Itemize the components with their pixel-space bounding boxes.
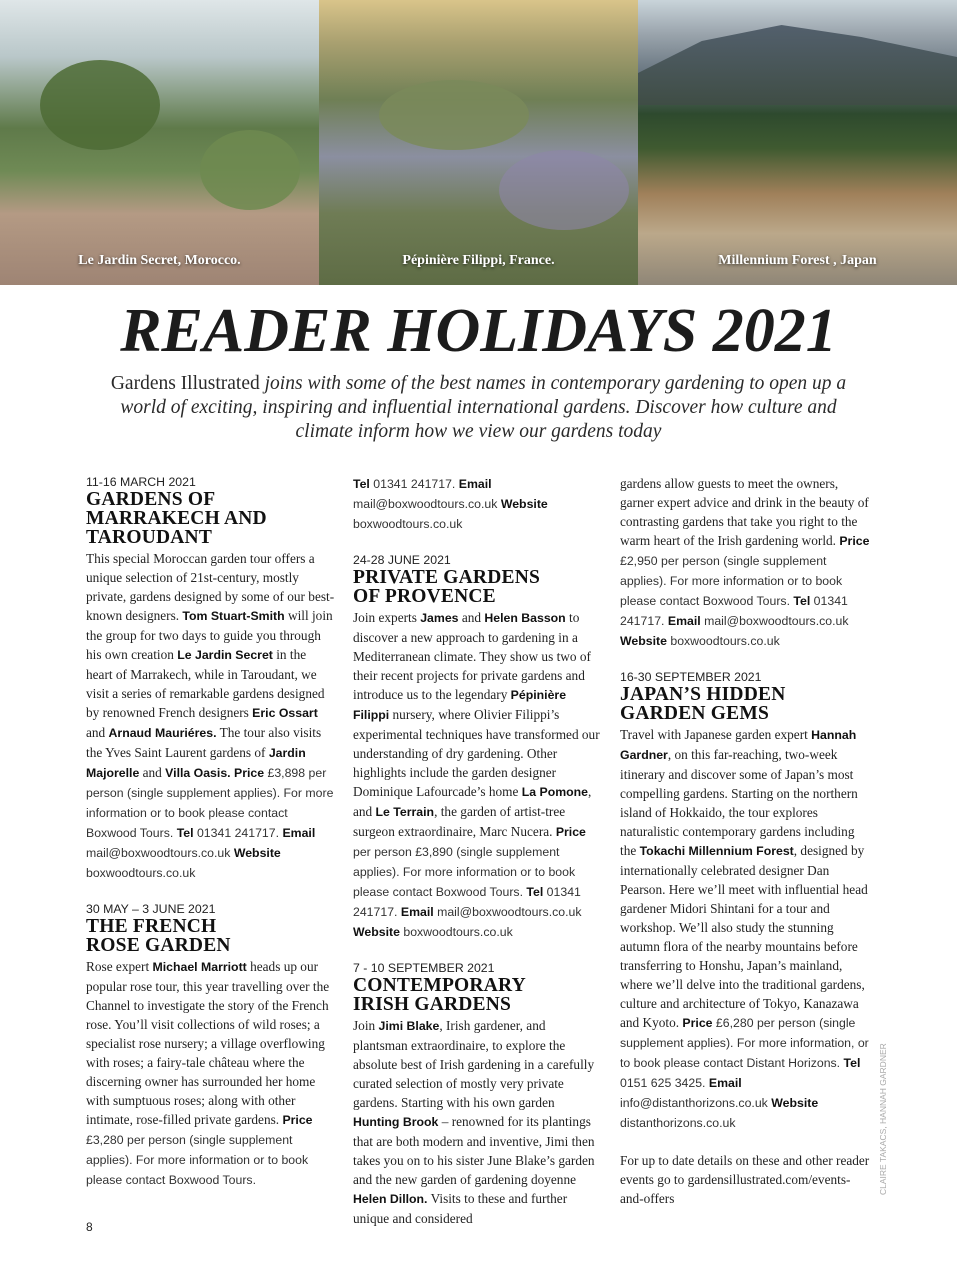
tour-description	[620, 1151, 870, 1208]
intro-text: joins with some of the best names in contemporary gardening to open up a world of exciting, inspiring and influential international gardens. Discover how culture and climate inform how we view our gardens today	[120, 373, 847, 442]
tour-description	[353, 1016, 603, 1228]
highlight-text: Tel	[353, 477, 370, 491]
photo-credit: CLAIRE TAKACS, HANNAH GARDNER	[878, 1043, 888, 1195]
body-text: £3,898 per person (single supplement applies). For more information or to book please contact Boxwood Tours.	[86, 766, 334, 840]
highlight-text: Email	[400, 905, 434, 919]
body-text: Join	[353, 1018, 379, 1033]
tour-description	[353, 608, 603, 942]
body-text: , the garden of artist-tree surgeon extraordinaire, Marc Nucera.	[353, 804, 566, 839]
tour-date: 16-30 SEPTEMBER 2021	[620, 670, 762, 684]
body-text: Rose expert	[86, 959, 153, 974]
tour-description	[620, 725, 870, 1133]
intro	[100, 372, 857, 444]
highlight-text: Tel	[843, 1056, 861, 1070]
photo-caption: Millennium Forest , Japan	[718, 253, 877, 268]
highlight-text: Hannah Gardner	[620, 728, 857, 762]
body-text: mail@boxwoodtours.co.uk	[433, 905, 582, 919]
tour-description	[86, 957, 336, 1190]
highlight-text: Email	[282, 826, 316, 840]
highlight-text: Price	[555, 825, 586, 839]
body-text: will join the group for two days to guide you through his own creation	[86, 608, 333, 662]
highlight-text: Jimi Blake	[378, 1019, 440, 1033]
tour-title: THE FRENCH ROSE GARDEN	[86, 916, 231, 956]
tour-description	[86, 549, 336, 883]
body-text: boxwoodtours.co.uk	[353, 517, 463, 531]
highlight-text: Arnaud Mauriéres.	[108, 726, 217, 740]
body-text: and	[86, 725, 109, 740]
highlight-text: Tom Stuart-Smith	[182, 609, 285, 623]
page-number: 8	[86, 1220, 93, 1234]
highlight-text: Michael Marriott	[152, 960, 247, 974]
highlight-text: La Pomone	[521, 785, 589, 799]
highlight-text: Website	[353, 925, 400, 939]
body-text: , on this far-reaching, two-week itinerary and discover some of Japan’s most compelling gardens. Starting on the northern island of Hokkaido, the tour explores naturalistic contemporary gardens including the	[620, 747, 858, 858]
body-text: – renowned for its plantings that are both modern and inventive, Jimi then takes you on to his sister June Blake’s garden and the new garden of gardening doyenne	[353, 1114, 595, 1187]
listing-continuation	[353, 474, 603, 534]
column-2	[353, 474, 603, 1246]
highlight-text: Tel	[176, 826, 194, 840]
tour-date: 30 MAY – 3 JUNE 2021	[86, 902, 216, 916]
body-text: nursery, where Olivier Filippi’s experimental techniques have transformed our understanding of dry gardening. Other highlights include the garden designer Dominique Lafourcade’s home	[353, 707, 600, 799]
body-text: , Irish gardener, and plantsman extraordinaire, to explore the absolute best of Irish gardening in a carefully curated selection of mostly very private gardens. Starting with his own garden	[353, 1018, 595, 1110]
body-text: and	[139, 765, 166, 780]
highlight-text: Tokachi Millennium Forest	[639, 844, 794, 858]
tour-date: 11-16 MARCH 2021	[86, 475, 196, 489]
body-text: Visits to these and further unique and considered	[353, 1191, 568, 1226]
listing-continuation	[620, 1151, 870, 1208]
photo-le-jardin-secret	[0, 0, 319, 285]
highlight-text: Helen Basson	[484, 611, 566, 625]
body-text: boxwoodtours.co.uk	[399, 925, 513, 939]
highlight-text: Website	[620, 634, 667, 648]
highlight-text: Website	[233, 846, 281, 860]
tour-description	[620, 474, 870, 651]
tour-listing	[86, 901, 336, 1190]
body-text: heads up our popular rose tour, this year travelling over the Channel to investigate the story of the French rose. You’ll visit collections of wild roses; a specialist rose nursery; a village overflowing with roses; a fairy-tale château where the discerning owner has surrounded her home with sumptuous roses; along with other intimate, rose-filled private gardens.	[86, 959, 330, 1127]
photo-caption: Pépinière Filippi, France.	[402, 253, 555, 268]
highlight-text: Price	[682, 1016, 713, 1030]
highlight-text: Website	[771, 1096, 819, 1110]
body-text: 01341 241717.	[369, 477, 459, 491]
highlight-text: James	[420, 611, 459, 625]
body-text: This special Moroccan garden tour offers a unique selection of 21st-century, mostly private, gardens designed by some of our best-known designers.	[86, 551, 335, 623]
highlight-text: Email	[708, 1076, 742, 1090]
body-text: 01341 241717.	[353, 885, 581, 919]
highlight-text: Jardin Majorelle	[86, 746, 306, 780]
body-text: and	[458, 610, 485, 625]
photo-caption: Le Jardin Secret, Morocco.	[78, 253, 241, 268]
body-text: £6,280 per person (single supplement applies). For more information, or to book please contact Distant Horizons.	[620, 1016, 869, 1070]
body-text: , designed by internationally celebrated designer Dan Pearson. Here we’ll meet with influential head gardener Midori Shintani for a tour and workshop. We’ll also study the stunning autumn flora of the nearby mountains before transferring to Honshu, Japan’s mainland, where we’ll delve into the traditional gardens, culture and architecture of Tokyo, Kanazawa and Kyoto.	[620, 843, 868, 1030]
highlight-text: Villa Oasis. Price	[165, 766, 265, 780]
photo-strip	[0, 0, 957, 285]
highlight-text: Price	[282, 1113, 313, 1127]
highlight-text: Tel	[793, 594, 811, 608]
body-text: gardens allow guests to meet the owners, garner expert advice and drink in the beauty of contrasting gardens that take you right to the warm heart of the Irish gardening world.	[620, 476, 869, 548]
tour-title: CONTEMPORARY IRISH GARDENS	[353, 975, 526, 1015]
tour-description	[353, 474, 603, 534]
tour-listing	[620, 669, 870, 1133]
highlight-text: Tel	[526, 885, 544, 899]
highlight-text: Hunting Brook	[353, 1115, 439, 1129]
body-text: mail@boxwoodtours.co.uk	[86, 846, 234, 860]
photo-millennium-forest	[638, 0, 957, 285]
body-text: , and	[353, 784, 592, 819]
highlight-text: Email	[667, 614, 701, 628]
tour-listing	[353, 960, 603, 1228]
body-text: distanthorizons.co.uk	[620, 1116, 736, 1130]
body-text: Join experts	[353, 610, 421, 625]
body-text: mail@boxwoodtours.co.uk	[353, 497, 501, 511]
body-text: per person £3,890 (single supplement applies). For more information or to book please contact Boxwood Tours.	[353, 845, 576, 899]
body-text: 01341 241717.	[620, 594, 848, 628]
highlight-text: Helen Dillon.	[353, 1192, 428, 1206]
body-text: 01341 241717.	[193, 826, 283, 840]
brand-name: Gardens Illustrated	[110, 373, 260, 394]
highlight-text: Eric Ossart	[252, 706, 318, 720]
tour-title: PRIVATE GARDENS OF PROVENCE	[353, 567, 541, 607]
body-text: boxwoodtours.co.uk	[666, 634, 780, 648]
highlight-text: Le Jardin Secret	[177, 648, 273, 662]
highlight-text: Price	[839, 534, 870, 548]
body-text: info@distanthorizons.co.uk	[620, 1096, 772, 1110]
body-text: in the heart of Marrakech, while in Taroudant, we visit a series of remarkable gardens designed by renowned French designers	[86, 647, 325, 720]
tour-title: GARDENS OF MARRAKECH AND TAROUDANT	[86, 489, 267, 548]
body-text: For up to date details on these and other reader events go to gardensillustrated.com/events-and-offers	[620, 1153, 870, 1206]
body-text: 0151 625 3425.	[620, 1076, 709, 1090]
body-text: boxwoodtours.co.uk	[86, 866, 196, 880]
body-text: The tour also visits the Yves Saint Laurent gardens of	[86, 725, 322, 760]
tour-date: 7 - 10 SEPTEMBER 2021	[353, 961, 495, 975]
column-3	[620, 474, 870, 1226]
body-text: mail@boxwoodtours.co.uk	[700, 614, 849, 628]
column-1	[86, 474, 336, 1208]
highlight-text: Pépinière Filippi	[353, 688, 567, 722]
tour-date: 24-28 JUNE 2021	[353, 553, 451, 567]
body-text: Travel with Japanese garden expert	[620, 727, 812, 742]
body-text: to discover a new approach to gardening in a Mediterranean climate. They show us two of their recent projects for private gardens and introduce us to the legendary	[353, 610, 591, 702]
listing-continuation	[620, 474, 870, 651]
highlight-text: Website	[500, 497, 548, 511]
body-text: £2,950 per person (single supplement applies). For more information or to book please contact Boxwood Tours.	[620, 554, 843, 608]
highlight-text: Email	[458, 477, 492, 491]
body-text: £3,280 per person (single supplement applies). For more information or to book please contact Boxwood Tours.	[86, 1133, 309, 1187]
tour-title: JAPAN’S HIDDEN GARDEN GEMS	[620, 684, 786, 724]
photo-pepiniere-filippi	[319, 0, 638, 285]
highlight-text: Le Terrain	[375, 805, 435, 819]
page-title: READER HOLIDAYS 2021	[120, 297, 837, 365]
tour-listing	[86, 474, 336, 883]
tour-listing	[353, 552, 603, 942]
